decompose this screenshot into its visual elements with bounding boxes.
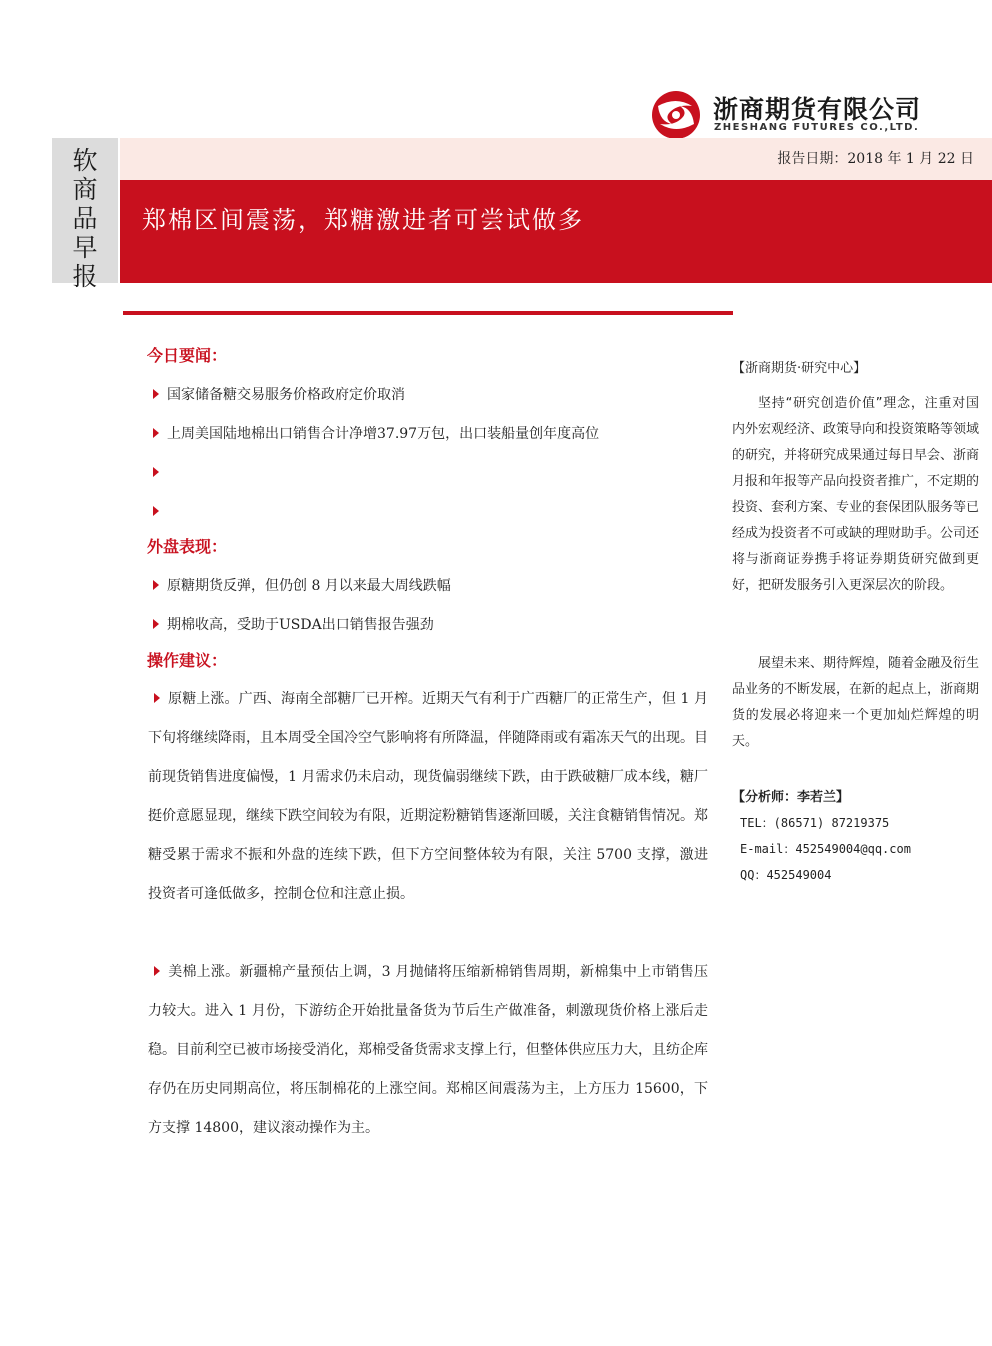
category-char: 品	[72, 204, 98, 233]
heading-operation-advice: 操作建议：	[147, 651, 228, 670]
advice-text: 原糖上涨。广西、海南全部糖厂已开榨。近期天气有利于广西糖厂的正常生产，但 1 月下旬将继续降雨，且本周受全国冷空气影响将有所降温，伴随降雨或有霜冻天气的出现。目前现货销售进度偏慢，1 月需求仍未启动，现货偏弱继续下跌，由于跌破糖厂成本线，糖厂挺价意愿显现，继续下跌空间较为有限，近期淀粉糖销售逐渐回暖，关注食糖销售情况。郑糖受累于需求不振和外盘的连续下跌，但下方空间整体较为有限，关注 5700 支撑，激进投资者可逢低做多，控制仓位和注意止损。	[148, 691, 708, 902]
list-item	[153, 576, 713, 596]
list-item	[153, 615, 713, 635]
category-char: 软	[72, 146, 98, 175]
news-item: 上周美国陆地棉出口销售合计净增37.97万包，出口装船量创年度高位	[167, 426, 600, 442]
list-item	[153, 502, 713, 522]
analyst-email[interactable]: E-mail：452549004@qq.com	[740, 842, 911, 856]
bullet-icon	[154, 966, 160, 976]
heading-today-news: 今日要闻：	[147, 346, 228, 365]
company-name-en: ZHESHANG FUTURES CO.,LTD.	[714, 122, 920, 133]
report-title: 郑棉区间震荡，郑糖激进者可尝试做多	[142, 206, 584, 234]
list-item	[153, 463, 713, 483]
divider-rule	[123, 311, 733, 315]
news-item: 国家储备糖交易服务价格政府定价取消	[167, 387, 405, 403]
company-logo-icon	[648, 90, 704, 140]
bullet-icon	[153, 467, 159, 477]
bullet-icon	[153, 428, 159, 438]
market-item: 原糖期货反弹，但仍创 8 月以来最大周线跌幅	[167, 578, 451, 594]
company-name-cn: 浙商期货有限公司	[713, 95, 922, 124]
list-item	[153, 424, 713, 444]
research-center-paragraph: 展望未来、期待辉煌，随着金融及衍生品业务的不断发展，在新的起点上，浙商期货的发展必将迎来一个更加灿烂辉煌的明天。	[732, 656, 980, 749]
category-char: 报	[72, 262, 98, 291]
research-center-header: 【浙商期货·研究中心】	[732, 361, 867, 376]
category-label	[52, 146, 118, 291]
report-date: 报告日期：2018 年 1 月 22 日	[777, 151, 974, 167]
advice-paragraph-cotton	[148, 953, 708, 1148]
heading-external-market: 外盘表现：	[147, 537, 228, 556]
category-char: 早	[72, 233, 98, 262]
analyst-tel: TEL：(86571) 87219375	[740, 816, 890, 830]
bullet-icon	[153, 389, 159, 399]
bullet-icon	[153, 619, 159, 629]
bullet-icon	[153, 506, 159, 516]
advice-paragraph-sugar	[148, 680, 708, 914]
category-char: 商	[72, 175, 98, 204]
bullet-icon	[154, 693, 160, 703]
advice-text: 美棉上涨。新疆棉产量预估上调，3 月抛储将压缩新棉销售周期，新棉集中上市销售压力较大。进入 1 月份，下游纺企开始批量备货为节后生产做准备，刺激现货价格上涨后走稳。目前利空已被市场接受消化，郑棉受备货需求支撑上行，但整体供应压力大，且纺企库存仍在历史同期高位，将压制棉花的上涨空间。郑棉区间震荡为主，上方压力 15600，下方支撑 14800，建议滚动操作为主。	[148, 964, 708, 1136]
bullet-icon	[153, 580, 159, 590]
list-item	[153, 385, 713, 405]
analyst-qq: QQ：452549004	[740, 868, 832, 882]
market-item: 期棉收高，受助于USDA出口销售报告强劲	[167, 617, 434, 633]
research-center-paragraph: 坚持“研究创造价值”理念，注重对国内外宏观经济、政策导向和投资策略等领域的研究，并将研究成果通过每日早会、浙商月报和年报等产品向投资者推广，不定期的投资、套利方案、专业的套保团队服务等已经成为投资者不可或缺的理财助手。公司还将与浙商证券携手将证券期货研究做到更好，把研发服务引入更深层次的阶段。	[732, 396, 980, 593]
analyst-heading: 【分析师：李若兰】	[732, 790, 850, 805]
